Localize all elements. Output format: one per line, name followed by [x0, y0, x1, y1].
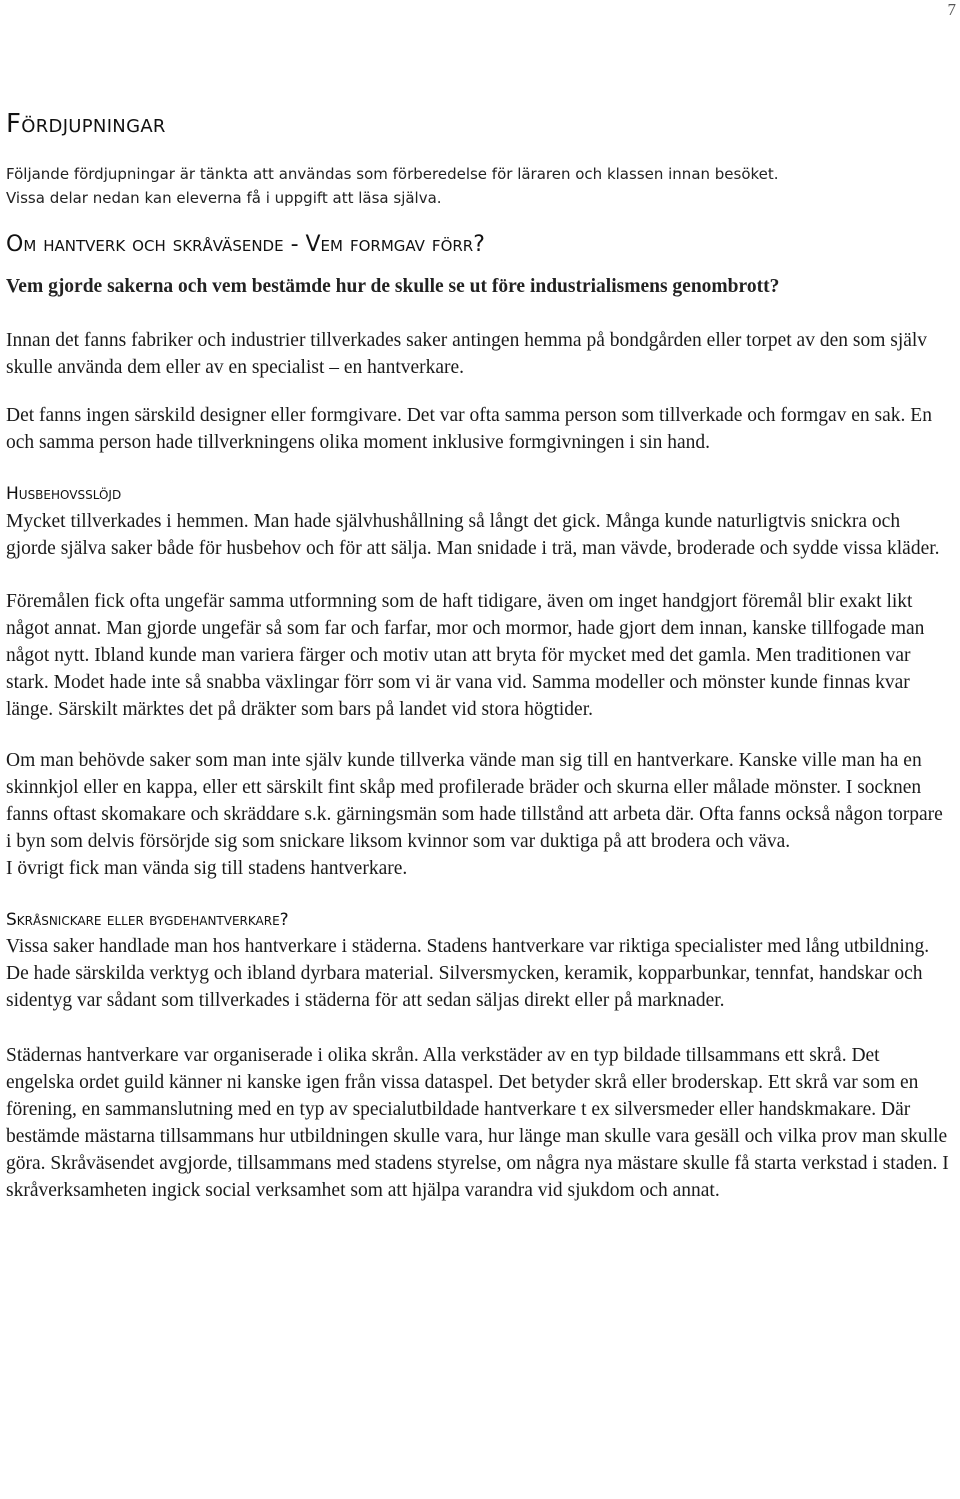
intro-text — [6, 162, 950, 210]
paragraph: Vissa saker handlade man hos hantverkare i städerna. Stadens hantverkare var riktiga specialister med lång utbildning. De hade särskilda verktyg och ibland dyrbara material. Silversmycken, keramik, kopparbunkar, tennfat, handskar och sidentyg var sådant som tillverkades i städerna för att sedan säljas direkt eller på marknader. — [6, 936, 930, 1011]
page-title: Fördjupningar — [6, 109, 166, 139]
paragraph: Innan det fanns fabriker och industrier tillverkades saker antingen hemma på bondgården eller torpet av den som själv skulle använda dem eller av en specialist – en hantverkare. — [6, 330, 928, 378]
subheading-husbehovsslojd: Husbehovsslöjd — [6, 484, 122, 504]
paragraph: Städernas hantverkare var organiserade i olika skrån. Alla verkstäder av en typ bildade tillsammans ett skrå. Det engelska ordet guild känner ni kanske igen från vissa dataspel. Det betyder skrå eller broderskap. Ett skrå var som en förening, en sammanslutning med en typ av specialutbildade hantverkare t ex silversmeder eller handskmakare. Där bestämde mästarna tillsammans hur utbildningen skulle vara, hur länge man skulle vara gesäll och vilka prov man skulle göra. Skråväsendet avgjorde, tillsammans med stadens styrelse, om några nya mästare skulle få starta verkstad i staden. I skråverksamheten ingick social verksamhet som att hjälpa varandra vid sjukdom och annat. — [6, 1045, 949, 1201]
lead-question: Vem gjorde sakerna och vem bestämde hur de skulle se ut före industrialismens genombrott? — [6, 276, 780, 297]
intro-line: Följande fördjupningar är tänkta att användas som förberedelse för läraren och klassen innan besöket. — [6, 165, 779, 183]
page-number: 7 — [947, 0, 956, 19]
paragraph: Föremålen fick ofta ungefär samma utformning som de haft tidigare, även om inget handgjort föremål blir exakt likt något annat. Man gjorde ungefär så som far och farfar, mor och mormor, hade gjort dem innan, kanske tillfogade man något nytt. Ibland kunde man variera färger och motiv utan att bryta för mycket med det gamla. Men traditionen var stark. Modet hade inte så snabba växlingar förr som vi är vana vid. Samma modeller och mönster kunde finnas kvar länge. Särskilt märktes det på dräkter som bars på landet vid stora högtider. — [6, 591, 925, 720]
section-title: Om hantverk och skråväsende - Vem formgav förr? — [6, 232, 485, 257]
paragraph: I övrigt fick man vända sig till stadens hantverkare. — [6, 858, 408, 879]
subheading-skrasnickare: Skråsnickare eller bygdehantverkare? — [6, 910, 289, 930]
paragraph: Mycket tillverkades i hemmen. Man hade självhushållning så långt det gick. Många kunde naturligtvis snickra och gjorde själva saker både för husbehov och för att sälja. Man snidade i trä, man vävde, broderade och sydde vissa kläder. — [6, 511, 940, 559]
document-body — [6, 104, 950, 1204]
intro-line: Vissa delar nedan kan eleverna få i uppgift att läsa själva. — [6, 189, 442, 207]
paragraph: Om man behövde saker som man inte själv kunde tillverka vände man sig till en hantverkare. Kanske ville man ha en skinnkjol eller en kappa, eller ett särskilt fint skåp med profilerade bräder och skurna eller målade mönster. I socknen fanns oftast skomakare och skräddare s.k. gärningsmän som hade tillstånd att arbeta där. Ofta fanns också någon torpare i byn som delvis försörjde sig som snickare liksom kvinnor som var duktiga på att brodera och väva. — [6, 750, 943, 852]
paragraph: Det fanns ingen särskild designer eller formgivare. Det var ofta samma person som tillverkade och formgav en sak. En och samma person hade tillverkningens olika moment inklusive formgivningen i sin hand. — [6, 405, 932, 453]
